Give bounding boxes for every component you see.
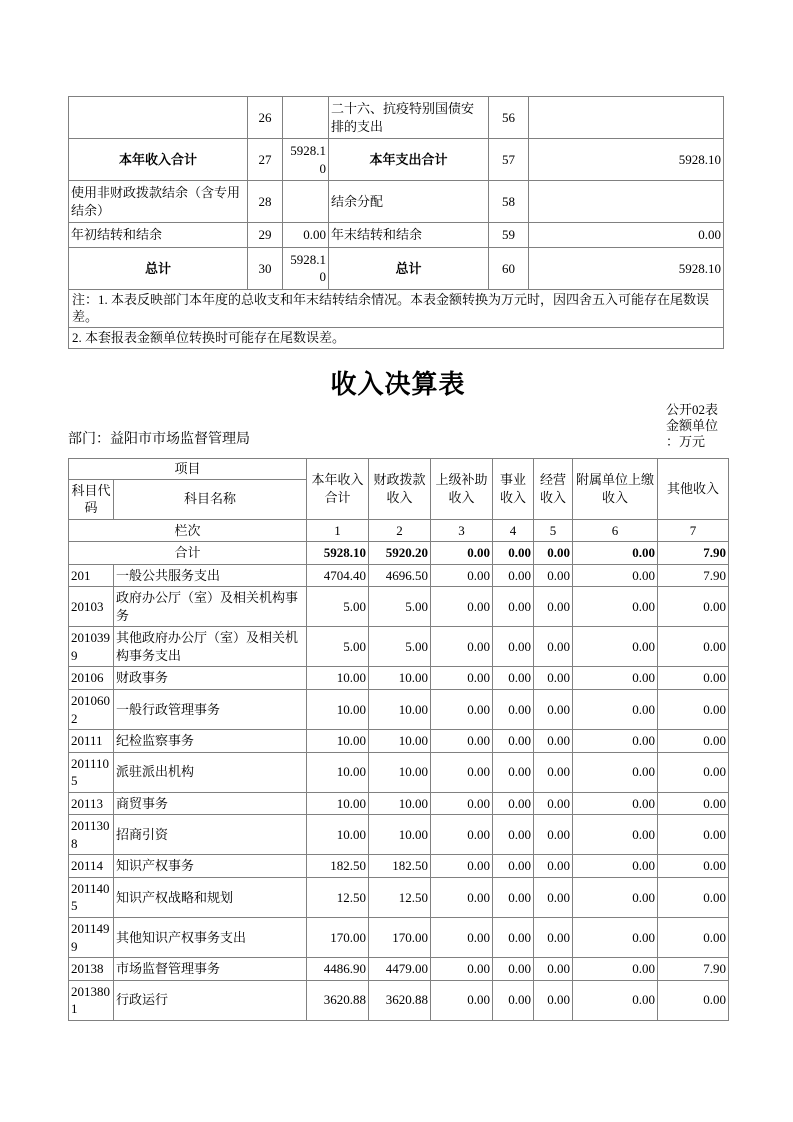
fiscal-appropriation-value: 3620.88 xyxy=(369,980,431,1020)
operational-income-value: 0.00 xyxy=(493,877,534,917)
total-income-value: 182.50 xyxy=(307,855,369,878)
subject-name: 知识产权战略和规划 xyxy=(114,877,307,917)
department-label: 部门：益阳市市场监督管理局 xyxy=(68,432,250,447)
superior-subsidy-value: 0.00 xyxy=(431,587,493,627)
income-data-row xyxy=(69,855,729,878)
superior-subsidy-value: 0.00 xyxy=(431,918,493,958)
carryover-row xyxy=(69,139,724,181)
operational-income-value: 0.00 xyxy=(493,980,534,1020)
superior-subsidy-value: 0.00 xyxy=(431,730,493,753)
business-income-value: 0.00 xyxy=(534,958,573,981)
income-data-row xyxy=(69,587,729,627)
operational-income-value: 0.00 xyxy=(493,667,534,690)
expense-amount xyxy=(529,181,724,223)
income-table-header xyxy=(69,459,729,565)
total-income-value: 5.00 xyxy=(307,627,369,667)
carryover-row xyxy=(69,97,724,139)
income-amount: 0.00 xyxy=(283,223,329,248)
affiliate-remittance-value: 0.00 xyxy=(573,730,658,753)
superior-subsidy-value: 0.00 xyxy=(431,690,493,730)
carryover-row xyxy=(69,223,724,248)
fiscal-appropriation-value: 10.00 xyxy=(369,815,431,855)
report-title: 收入决算表 xyxy=(330,370,466,399)
superior-subsidy-value: 0.00 xyxy=(431,980,493,1020)
column-header-business-income: 经营收入 xyxy=(534,459,573,520)
income-line-number: 27 xyxy=(248,139,283,181)
affiliate-remittance-value: 0.00 xyxy=(573,980,658,1020)
note-text: 注：1. 本表反映部门本年度的总收支和年末结转结余情况。本表金额转换为万元时，因四舍五入可能存在尾数误差。 xyxy=(69,289,724,327)
affiliate-remittance-value: 0.00 xyxy=(573,627,658,667)
business-income-value: 0.00 xyxy=(534,815,573,855)
column-number: 1 xyxy=(307,519,369,542)
fiscal-appropriation-value: 10.00 xyxy=(369,792,431,815)
income-data-row xyxy=(69,730,729,753)
operational-income-value: 0.00 xyxy=(493,627,534,667)
income-data-row xyxy=(69,918,729,958)
grand-total-value: 5920.20 xyxy=(369,542,431,565)
affiliate-remittance-value: 0.00 xyxy=(573,564,658,587)
grand-total-value: 0.00 xyxy=(493,542,534,565)
total-income-value: 10.00 xyxy=(307,815,369,855)
business-income-value: 0.00 xyxy=(534,918,573,958)
column-header-affiliate-remittance: 附属单位上缴收入 xyxy=(573,459,658,520)
income-side-label: 总计 xyxy=(69,247,248,289)
income-line-number: 28 xyxy=(248,181,283,223)
business-income-value: 0.00 xyxy=(534,792,573,815)
expense-amount: 0.00 xyxy=(529,223,724,248)
income-data-row xyxy=(69,958,729,981)
income-amount xyxy=(283,181,329,223)
carryover-table xyxy=(68,96,724,349)
superior-subsidy-value: 0.00 xyxy=(431,627,493,667)
subject-code: 201 xyxy=(69,564,114,587)
carryover-table-body xyxy=(69,97,724,290)
subject-code: 20103 xyxy=(69,587,114,627)
other-income-value: 0.00 xyxy=(658,690,729,730)
income-amount xyxy=(283,97,329,139)
superior-subsidy-value: 0.00 xyxy=(431,855,493,878)
affiliate-remittance-value: 0.00 xyxy=(573,855,658,878)
business-income-value: 0.00 xyxy=(534,587,573,627)
business-income-value: 0.00 xyxy=(534,980,573,1020)
other-income-value: 0.00 xyxy=(658,877,729,917)
subject-name-header: 科目名称 xyxy=(114,479,307,519)
note-row xyxy=(69,289,724,327)
income-data-row xyxy=(69,627,729,667)
total-income-value: 170.00 xyxy=(307,918,369,958)
subject-name: 行政运行 xyxy=(114,980,307,1020)
fiscal-appropriation-value: 4479.00 xyxy=(369,958,431,981)
total-income-value: 10.00 xyxy=(307,752,369,792)
income-line-number: 30 xyxy=(248,247,283,289)
subject-code: 2010602 xyxy=(69,690,114,730)
income-data-row xyxy=(69,792,729,815)
column-header-other-income: 其他收入 xyxy=(658,459,729,520)
other-income-value: 7.90 xyxy=(658,564,729,587)
subject-name: 一般公共服务支出 xyxy=(114,564,307,587)
expense-side-label: 结余分配 xyxy=(329,181,489,223)
superior-subsidy-value: 0.00 xyxy=(431,792,493,815)
fiscal-appropriation-value: 182.50 xyxy=(369,855,431,878)
affiliate-remittance-value: 0.00 xyxy=(573,752,658,792)
expense-line-number: 57 xyxy=(489,139,529,181)
affiliate-remittance-value: 0.00 xyxy=(573,815,658,855)
carryover-row xyxy=(69,181,724,223)
expense-side-label: 年末结转和结余 xyxy=(329,223,489,248)
fiscal-appropriation-value: 4696.50 xyxy=(369,564,431,587)
expense-side-label: 总计 xyxy=(329,247,489,289)
total-income-value: 4704.40 xyxy=(307,564,369,587)
subject-code: 20113 xyxy=(69,792,114,815)
total-income-value: 10.00 xyxy=(307,730,369,753)
grand-total-label: 合计 xyxy=(69,542,307,565)
expense-side-label: 二十六、抗疫特别国债安排的支出 xyxy=(329,97,489,139)
affiliate-remittance-value: 0.00 xyxy=(573,877,658,917)
other-income-value: 0.00 xyxy=(658,815,729,855)
subject-code: 20106 xyxy=(69,667,114,690)
affiliate-remittance-value: 0.00 xyxy=(573,918,658,958)
subject-code: 20111 xyxy=(69,730,114,753)
business-income-value: 0.00 xyxy=(534,627,573,667)
other-income-value: 0.00 xyxy=(658,792,729,815)
total-income-value: 10.00 xyxy=(307,792,369,815)
carryover-row xyxy=(69,247,724,289)
fiscal-appropriation-value: 10.00 xyxy=(369,730,431,753)
subject-name: 其他知识产权事务支出 xyxy=(114,918,307,958)
expense-line-number: 60 xyxy=(489,247,529,289)
other-income-value: 0.00 xyxy=(658,627,729,667)
expense-line-number: 58 xyxy=(489,181,529,223)
fiscal-appropriation-value: 12.50 xyxy=(369,877,431,917)
column-number: 4 xyxy=(493,519,534,542)
business-income-value: 0.00 xyxy=(534,564,573,587)
column-header-total-income: 本年收入合计 xyxy=(307,459,369,520)
column-number: 2 xyxy=(369,519,431,542)
income-data-row xyxy=(69,877,729,917)
superior-subsidy-value: 0.00 xyxy=(431,815,493,855)
business-income-value: 0.00 xyxy=(534,877,573,917)
income-side-label: 年初结转和结余 xyxy=(69,223,248,248)
report-meta xyxy=(666,402,724,450)
subject-name: 其他政府办公厅（室）及相关机构事务支出 xyxy=(114,627,307,667)
other-income-value: 0.00 xyxy=(658,667,729,690)
subject-code: 20114 xyxy=(69,855,114,878)
total-income-value: 10.00 xyxy=(307,690,369,730)
income-data-row xyxy=(69,815,729,855)
other-income-value: 0.00 xyxy=(658,980,729,1020)
income-line-number: 26 xyxy=(248,97,283,139)
other-income-value: 0.00 xyxy=(658,752,729,792)
grand-total-value: 0.00 xyxy=(431,542,493,565)
grand-total-value: 7.90 xyxy=(658,542,729,565)
operational-income-value: 0.00 xyxy=(493,792,534,815)
subject-name: 招商引资 xyxy=(114,815,307,855)
affiliate-remittance-value: 0.00 xyxy=(573,587,658,627)
project-header: 项目 xyxy=(69,459,307,480)
column-number: 7 xyxy=(658,519,729,542)
affiliate-remittance-value: 0.00 xyxy=(573,792,658,815)
operational-income-value: 0.00 xyxy=(493,690,534,730)
business-income-value: 0.00 xyxy=(534,855,573,878)
fiscal-appropriation-value: 5.00 xyxy=(369,627,431,667)
subject-code: 2011105 xyxy=(69,752,114,792)
fiscal-appropriation-value: 170.00 xyxy=(369,918,431,958)
subject-code: 20138 xyxy=(69,958,114,981)
business-income-value: 0.00 xyxy=(534,690,573,730)
rank-label: 栏次 xyxy=(69,519,307,542)
grand-total-row xyxy=(69,542,729,565)
total-income-value: 4486.90 xyxy=(307,958,369,981)
subject-name: 财政事务 xyxy=(114,667,307,690)
income-data-row xyxy=(69,752,729,792)
business-income-value: 0.00 xyxy=(534,667,573,690)
affiliate-remittance-value: 0.00 xyxy=(573,667,658,690)
column-header-fiscal-appropriation: 财政拨款收入 xyxy=(369,459,431,520)
business-income-value: 0.00 xyxy=(534,752,573,792)
total-income-value: 3620.88 xyxy=(307,980,369,1020)
doc-number-label: 公开02表 xyxy=(666,402,719,417)
fiscal-appropriation-value: 10.00 xyxy=(369,690,431,730)
superior-subsidy-value: 0.00 xyxy=(431,564,493,587)
expense-amount: 5928.10 xyxy=(529,139,724,181)
other-income-value: 0.00 xyxy=(658,855,729,878)
column-header-operational-income: 事业收入 xyxy=(493,459,534,520)
income-data-row xyxy=(69,690,729,730)
subject-code: 2010399 xyxy=(69,627,114,667)
column-number: 3 xyxy=(431,519,493,542)
expense-line-number: 59 xyxy=(489,223,529,248)
income-side-label: 使用非财政拨款结余（含专用结余） xyxy=(69,181,248,223)
superior-subsidy-value: 0.00 xyxy=(431,877,493,917)
income-amount: 5928.10 xyxy=(283,139,329,181)
expense-line-number: 56 xyxy=(489,97,529,139)
subject-name: 纪检监察事务 xyxy=(114,730,307,753)
grand-total-value: 0.00 xyxy=(573,542,658,565)
subject-code-header: 科目代码 xyxy=(69,479,114,519)
expense-amount: 5928.10 xyxy=(529,247,724,289)
income-side-label: 本年收入合计 xyxy=(69,139,248,181)
income-data-row xyxy=(69,667,729,690)
other-income-value: 0.00 xyxy=(658,730,729,753)
header-row-project xyxy=(69,459,729,480)
subject-code: 2011499 xyxy=(69,918,114,958)
income-data-row xyxy=(69,980,729,1020)
income-amount: 5928.10 xyxy=(283,247,329,289)
operational-income-value: 0.00 xyxy=(493,564,534,587)
grand-total-value: 0.00 xyxy=(534,542,573,565)
operational-income-value: 0.00 xyxy=(493,752,534,792)
business-income-value: 0.00 xyxy=(534,730,573,753)
carryover-notes xyxy=(69,289,724,348)
operational-income-value: 0.00 xyxy=(493,855,534,878)
income-table xyxy=(68,458,729,1021)
other-income-value: 7.90 xyxy=(658,958,729,981)
column-number: 6 xyxy=(573,519,658,542)
operational-income-value: 0.00 xyxy=(493,918,534,958)
subject-name: 知识产权事务 xyxy=(114,855,307,878)
operational-income-value: 0.00 xyxy=(493,587,534,627)
income-data-row xyxy=(69,564,729,587)
subject-name: 派驻派出机构 xyxy=(114,752,307,792)
subject-code: 2011405 xyxy=(69,877,114,917)
subject-code: 2011308 xyxy=(69,815,114,855)
operational-income-value: 0.00 xyxy=(493,815,534,855)
subject-name: 政府办公厅（室）及相关机构事务 xyxy=(114,587,307,627)
other-income-value: 0.00 xyxy=(658,587,729,627)
total-income-value: 12.50 xyxy=(307,877,369,917)
expense-side-label: 本年支出合计 xyxy=(329,139,489,181)
fiscal-appropriation-value: 5.00 xyxy=(369,587,431,627)
note-row xyxy=(69,328,724,349)
income-table-body xyxy=(69,564,729,1020)
column-number: 5 xyxy=(534,519,573,542)
affiliate-remittance-value: 0.00 xyxy=(573,690,658,730)
expense-amount xyxy=(529,97,724,139)
subject-name: 一般行政管理事务 xyxy=(114,690,307,730)
subject-code: 2013801 xyxy=(69,980,114,1020)
fiscal-appropriation-value: 10.00 xyxy=(369,752,431,792)
income-line-number: 29 xyxy=(248,223,283,248)
superior-subsidy-value: 0.00 xyxy=(431,958,493,981)
fiscal-appropriation-value: 10.00 xyxy=(369,667,431,690)
other-income-value: 0.00 xyxy=(658,918,729,958)
total-income-value: 10.00 xyxy=(307,667,369,690)
unit-label: 金额单位：万元 xyxy=(666,417,719,449)
affiliate-remittance-value: 0.00 xyxy=(573,958,658,981)
column-header-superior-subsidy: 上级补助收入 xyxy=(431,459,493,520)
superior-subsidy-value: 0.00 xyxy=(431,752,493,792)
income-side-label xyxy=(69,97,248,139)
operational-income-value: 0.00 xyxy=(493,958,534,981)
subject-name: 市场监督管理事务 xyxy=(114,958,307,981)
operational-income-value: 0.00 xyxy=(493,730,534,753)
subject-name: 商贸事务 xyxy=(114,792,307,815)
superior-subsidy-value: 0.00 xyxy=(431,667,493,690)
total-income-value: 5.00 xyxy=(307,587,369,627)
grand-total-value: 5928.10 xyxy=(307,542,369,565)
note-text: 2. 本套报表金额单位转换时可能存在尾数误差。 xyxy=(69,328,724,349)
column-number-row xyxy=(69,519,729,542)
